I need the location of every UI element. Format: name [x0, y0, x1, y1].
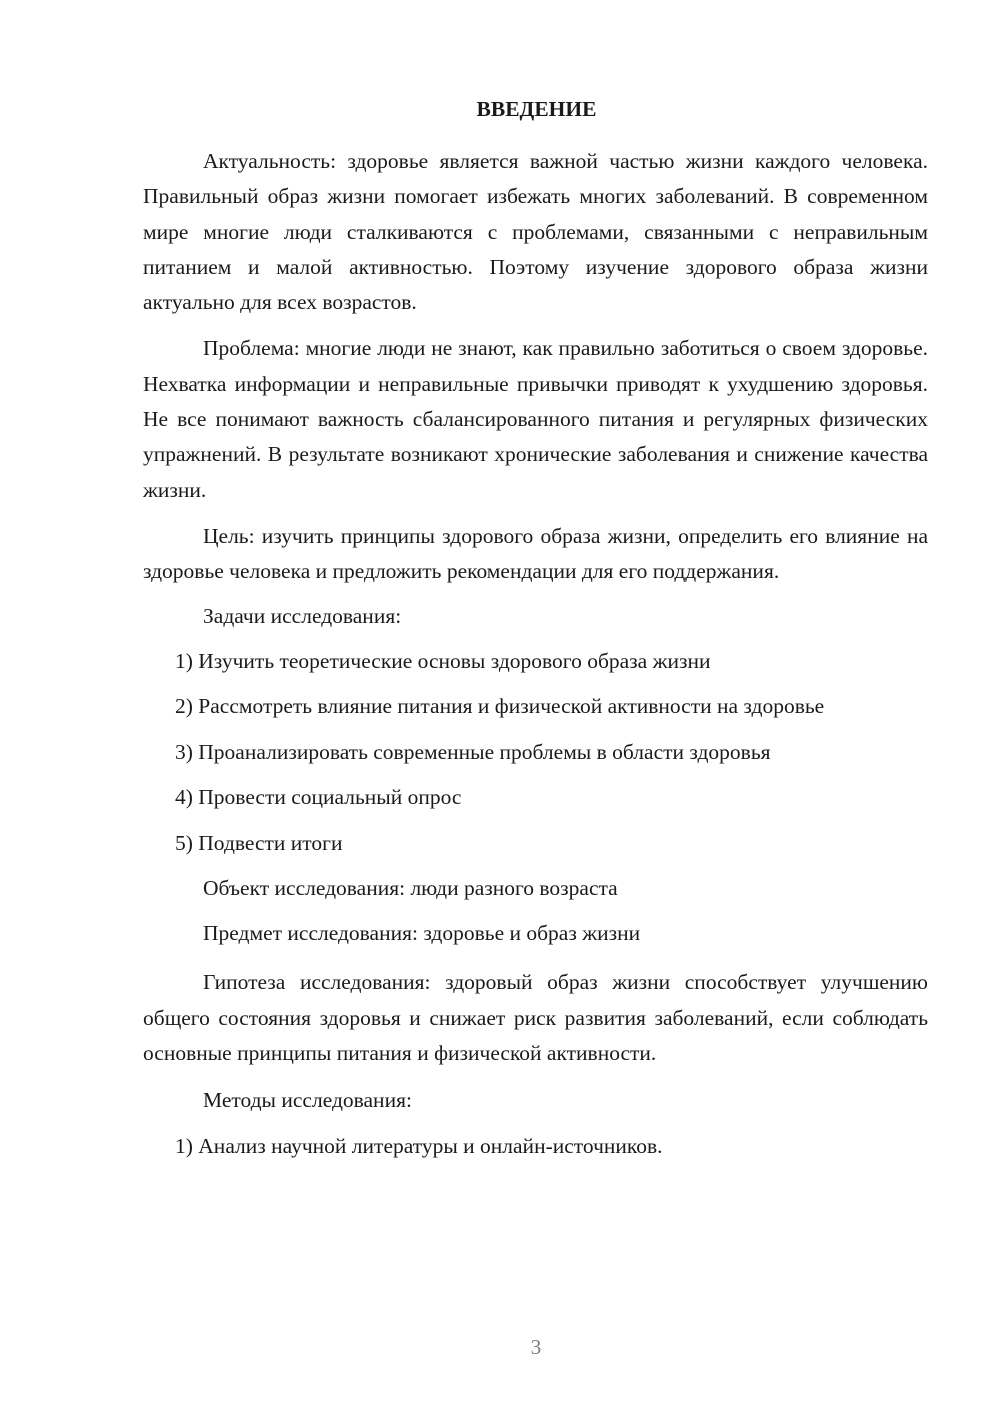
- methods-heading: Методы исследования:: [203, 1088, 412, 1113]
- page-number: 3: [530, 1335, 542, 1359]
- task-item-4: 4) Провести социальный опрос: [175, 785, 462, 810]
- method-item-1: 1) Анализ научной литературы и онлайн-источников.: [175, 1133, 663, 1158]
- task-item-3: 3) Проанализировать современные проблемы в области здоровья: [175, 739, 771, 764]
- page-content: [143, 94, 928, 1176]
- goal-paragraph: Цель: изучить принципы здорового образа жизни, определить его влияние на здоровье человека и предложить рекомендации для его поддержания.: [143, 523, 928, 584]
- research-object: Объект исследования: люди разного возраста: [203, 875, 618, 900]
- relevance-paragraph: Актуальность: здоровье является важной частью жизни каждого человека. Правильный образ жизни помогает избежать многих заболеваний. В современном мире многие люди сталкиваются с проблемами, связанными с неправильным питанием и малой активностью. Поэтому изучение здорового образа жизни актуально для всех возрастов.: [143, 149, 928, 315]
- task-item-5: 5) Подвести итоги: [175, 830, 343, 855]
- tasks-heading: Задачи исследования:: [203, 603, 402, 628]
- research-subject: Предмет исследования: здоровье и образ жизни: [203, 921, 641, 946]
- hypothesis-paragraph: Гипотеза исследования: здоровый образ жизни способствует улучшению общего состояния здоровья и снижает риск развития заболеваний, если соблюдать основные принципы питания и физической активности.: [143, 970, 928, 1065]
- task-item-1: 1) Изучить теоретические основы здорового образа жизни: [175, 648, 711, 673]
- problem-paragraph: Проблема: многие люди не знают, как правильно заботиться о своем здоровье. Нехватка информации и неправильные привычки приводят к ухудшению здоровья. Не все понимают важность сбалансированного питания и регулярных физических упражнений. В результате возникают хронические заболевания и снижение качества жизни.: [143, 336, 928, 502]
- page-title: ВВЕДЕНИЕ: [476, 97, 597, 121]
- task-item-2: 2) Рассмотреть влияние питания и физической активности на здоровье: [175, 694, 825, 719]
